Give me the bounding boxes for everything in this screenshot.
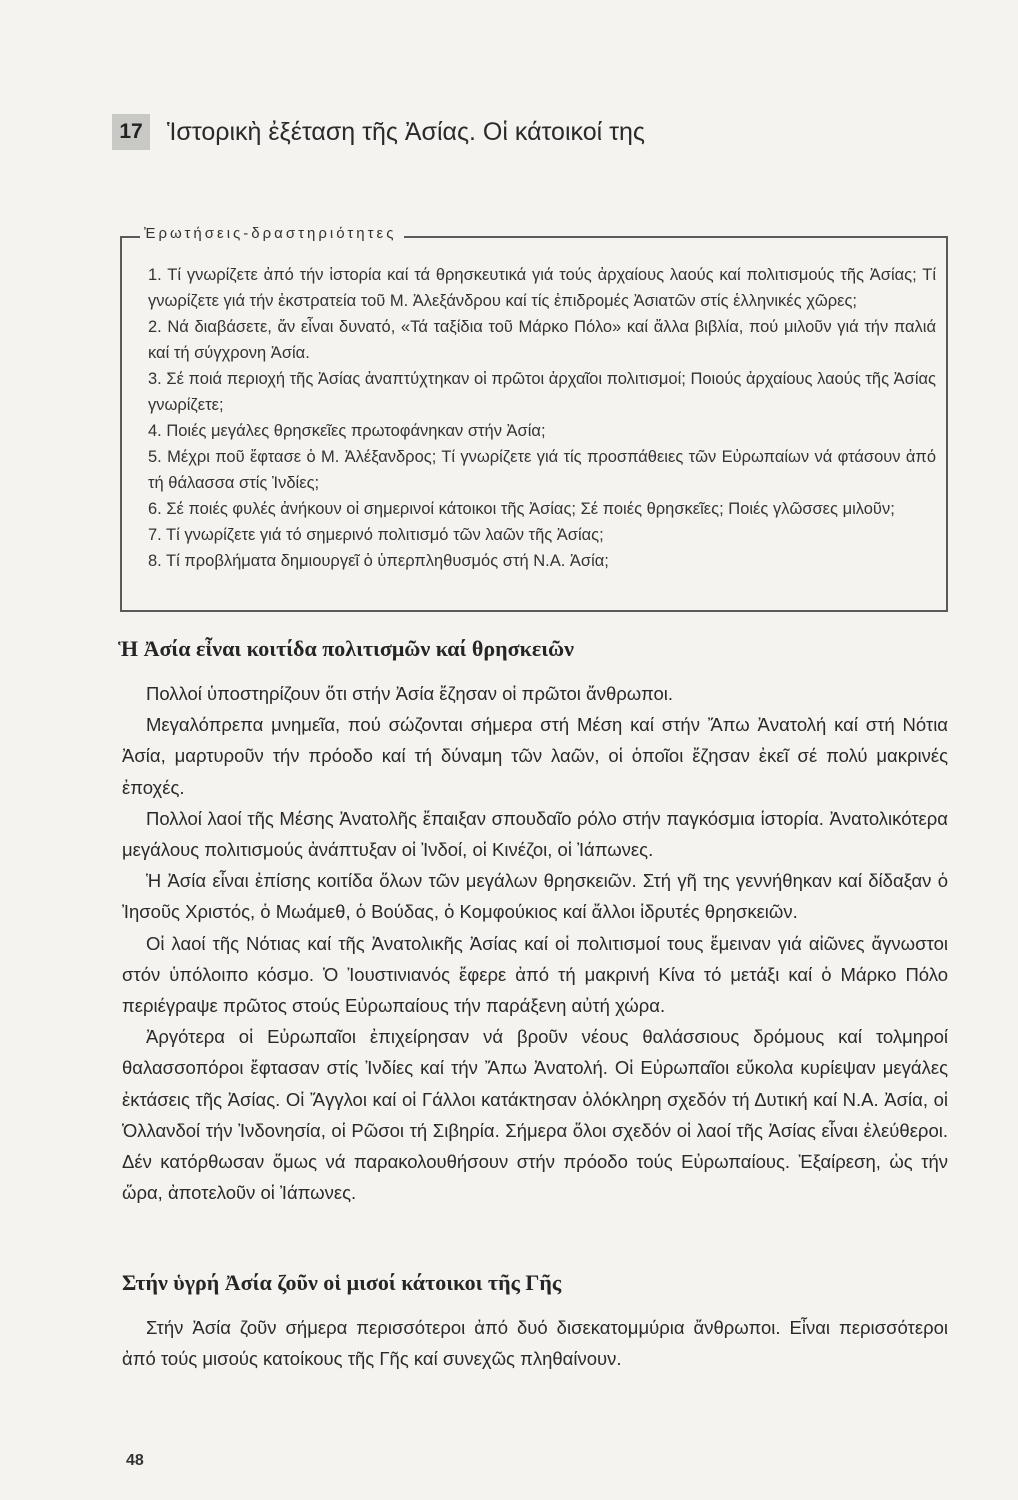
question-item: 7. Τί γνωρίζετε γιά τό σημερινό πολιτισμό τῶν λαῶν τῆς Ἀσίας; <box>148 526 604 544</box>
section-body-civilizations <box>122 678 948 1208</box>
paragraph: Πολλοί ὑποστηρίζουν ὅτι στήν Ἀσία ἔζησαν οἱ πρῶτοι ἄνθρωποι. <box>146 683 673 704</box>
section-heading-population: Στήν ὑγρή Ἀσία ζοῦν οἱ μισοί κάτοικοι τῆς Γῆς <box>122 1270 562 1295</box>
questions-list <box>148 262 936 574</box>
paragraph: Μεγαλόπρεπα μνημεῖα, πού σώζονται σήμερα στή Μέση καί στήν Ἄπω Ἀνατολή καί στή Νότια Ἀσία, μαρτυροῦν τήν πρόοδο καί τή δύναμη τῶν λαῶν, οἱ ὁποῖοι ἔζησαν ἐκεῖ σέ πολύ μακρινές ἐποχές. <box>122 714 948 798</box>
question-item: 2. Νά διαβάσετε, ἄν εἶναι δυνατό, «Τά ταξίδια τοῦ Μάρκο Πόλο» καί ἄλλα βιβλία, πού μιλοῦν γιά τήν παλιά καί τή σύγχρονη Ἀσία. <box>148 318 936 362</box>
question-item: 5. Μέχρι ποῦ ἔφτασε ὁ Μ. Ἀλέξανδρος; Τί γνωρίζετε γιά τίς προσπάθειες τῶν Εὐρωπαίων νά φτάσουν ἀπό τή θάλασσα στίς Ἰνδίες; <box>148 448 936 492</box>
paragraph: Οἱ λαοί τῆς Νότιας καί τῆς Ἀνατολικῆς Ἀσίας καί οἱ πολιτισμοί τους ἔμειναν γιά αἰῶνες ἄγνωστοι στόν ὑπόλοιπο κόσμο. Ὁ Ἰουστινιανός ἔφερε ἀπό τή μακρινή Κίνα τό μετάξι καί ὁ Μάρκο Πόλο περιέγραψε πρῶτος στούς Εὐρωπαίους τήν παράξενη αὐτή χώρα. <box>122 932 948 1017</box>
questions-box-title: Ἐρωτήσεις-δραστηριότητες <box>140 222 404 246</box>
chapter-heading <box>112 112 912 156</box>
question-item: 6. Σέ ποιές φυλές ἀνήκουν οἱ σημερινοί κάτοικοι τῆς Ἀσίας; Σέ ποιές θρησκεῖες; Ποιές γλῶσσες μιλοῦν; <box>148 500 895 518</box>
question-item: 8. Τί προβλήματα δημιουργεῖ ὁ ὑπερπληθυσμός στή Ν.Α. Ἀσία; <box>148 552 609 570</box>
question-item: 4. Ποιές μεγάλες θρησκεῖες πρωτοφάνηκαν στήν Ἀσία; <box>148 422 546 440</box>
paragraph: Ἀργότερα οἱ Εὐρωπαῖοι ἐπιχείρησαν νά βροῦν νέους θαλάσσιους δρόμους καί τολμηροί θαλασσοπόροι ἔφτασαν στίς Ἰνδίες καί τήν Ἄπω Ἀνατολή. Οἱ Εὐρωπαῖοι εὔκολα κυρίεψαν μεγάλες ἐκτάσεις τῆς Ἀσίας. Οἱ Ἄγγλοι καί οἱ Γάλλοι κατάκτησαν ὁλόκληρη σχεδόν τή Δυτική καί Ν.Α. Ἀσία, οἱ Ὁλλανδοί τήν Ἰνδονησία, οἱ Ρῶσοι τή Σιβηρία. Σήμερα ὅλοι σχεδόν οἱ λαοί τῆς Ἀσίας εἶναι ἐλεύθεροι. Δέν κατόρθωσαν ὅμως νά παρακολουθήσουν στήν πρόοδο τούς Εὐρωπαίους. Ἐξαίρεση, ὡς τήν ὥρα, ἀποτελοῦν οἱ Ἰάπωνες. <box>122 1026 948 1204</box>
paragraph: Πολλοί λαοί τῆς Μέσης Ἀνατολῆς ἔπαιξαν σπουδαῖο ρόλο στήν παγκόσμια ἱστορία. Ἀνατολικότερα μεγάλους πολιτισμούς ἀνάπτυξαν οἱ Ἰνδοί, οἱ Κινέζοι, οἱ Ἰάπωνες. <box>122 807 948 861</box>
chapter-number: 17 <box>112 114 150 150</box>
paragraph: Ἡ Ἀσία εἶναι ἐπίσης κοιτίδα ὅλων τῶν μεγάλων θρησκειῶν. Στή γῆ της γεννήθηκαν καί δίδαξαν ὁ Ἰησοῦς Χριστός, ὁ Μωάμεθ, ὁ Βούδας, ὁ Κομφούκιος καί ἄλλοι ἱδρυτές θρησκειῶν. <box>122 870 948 923</box>
section-heading-civilizations: Ἡ Ἀσία εἶναι κοιτίδα πολιτισμῶν καί θρησκειῶν <box>118 636 574 661</box>
question-item: 1. Τί γνωρίζετε ἀπό τήν ἱστορία καί τά θρησκευτικά γιά τούς ἀρχαίους λαούς καί πολιτισμούς τῆς Ἀσίας; Τί γνωρίζετε γιά τήν ἐκστρατεία τοῦ Μ. Ἀλεξάνδρου καί τίς ἐπιδρομές Ἀσιατῶν στίς ἑλληνικές χῶρες; <box>148 266 936 310</box>
page-number: 48 <box>126 1452 144 1469</box>
question-item: 3. Σέ ποιά περιοχή τῆς Ἀσίας ἀναπτύχτηκαν οἱ πρῶτοι ἀρχαῖοι πολιτισμοί; Ποιούς ἀρχαίους λαούς τῆς Ἀσίας γνωρίζετε; <box>148 370 936 414</box>
chapter-title: Ἱστορικὴ ἐξέταση τῆς Ἀσίας. Οἱ κάτοικοί της <box>167 118 645 146</box>
paragraph: Στήν Ἀσία ζοῦν σήμερα περισσότεροι ἀπό δυό δισεκατομμύρια ἄνθρωποι. Εἶναι περισσότεροι ἀπό τούς μισούς κατοίκους τῆς Γῆς καί συνεχῶς πληθαίνουν. <box>122 1317 948 1370</box>
section-body-population <box>122 1312 948 1374</box>
